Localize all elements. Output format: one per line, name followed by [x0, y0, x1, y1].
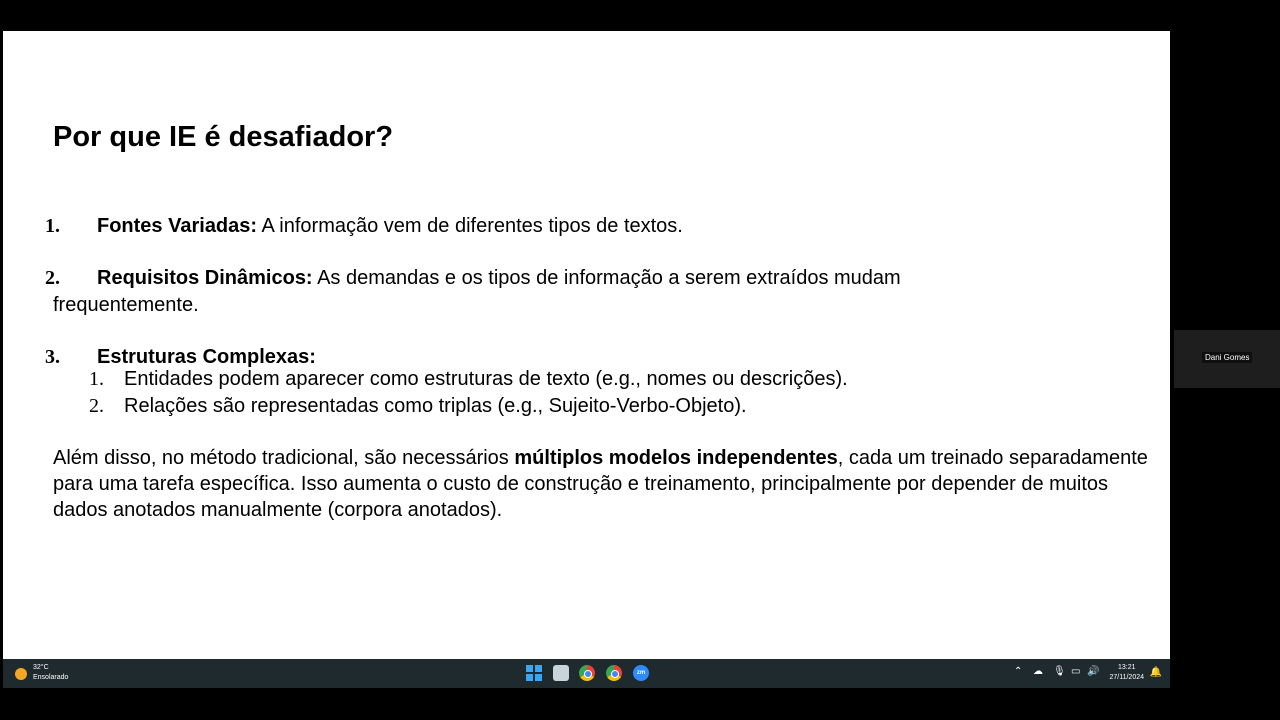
microphone-icon[interactable]: 🎙: [1053, 666, 1066, 677]
list-item-heading: Fontes Variadas:: [97, 215, 258, 237]
list-item-text: A informação vem de diferentes tipos de textos.: [257, 215, 683, 237]
notification-bell-icon[interactable]: 🔔: [1149, 667, 1162, 678]
paragraph-text-before: Além disso, no método tradicional, são necessários: [53, 447, 515, 469]
participant-name: Dani Gomes: [1202, 352, 1252, 363]
paragraph-emphasis: múltiplos modelos independentes: [514, 447, 838, 469]
cloud-icon[interactable]: ☁: [1033, 666, 1043, 677]
chevron-up-icon[interactable]: ⌃: [1014, 666, 1023, 677]
list-number: 2.: [45, 267, 60, 289]
sublist-number: 1.: [89, 368, 104, 390]
list-item-continuation: frequentemente.: [53, 294, 199, 316]
chrome-icon[interactable]: [579, 665, 595, 681]
list-item-1: [45, 213, 683, 240]
windows-taskbar: [3, 659, 1170, 688]
list-item-2: [45, 265, 901, 319]
list-number: 1.: [45, 215, 60, 237]
sublist-text: Relações são representadas como triplas (e.g., Sujeito-Verbo-Objeto).: [124, 395, 747, 417]
paragraph-text-after: , cada um treinado separadamente para uma tarefa específica. Isso aumenta o custo de construção e treinamento, principalmente por depender de muitos dados anotados manualmente (corpora anotados).: [53, 447, 1148, 521]
list-item-text: As demandas e os tipos de informação a serem extraídos mudam: [312, 267, 901, 289]
sublist-text: Entidades podem aparecer como estruturas de texto (e.g., nomes ou descrições).: [124, 368, 848, 390]
zoom-icon[interactable]: zm: [633, 665, 649, 681]
clock-date: 27/11/2024: [1109, 674, 1144, 681]
network-icon[interactable]: ▭: [1071, 666, 1081, 677]
sublist-item-2: [89, 393, 747, 420]
shared-screen: [3, 31, 1170, 688]
list-item-heading: Requisitos Dinâmicos:: [97, 267, 313, 289]
file-explorer-icon[interactable]: [553, 665, 569, 681]
sublist-item-1: [89, 366, 848, 393]
system-clock[interactable]: [1109, 663, 1144, 683]
windows-start-icon[interactable]: [526, 665, 542, 681]
list-item-heading: Estruturas Complexas:: [97, 346, 316, 368]
presentation-slide: [3, 31, 1170, 659]
chrome-profile-icon[interactable]: [606, 665, 622, 681]
sublist-number: 2.: [89, 395, 104, 417]
sun-icon: [15, 668, 27, 680]
volume-icon[interactable]: 🔊: [1087, 666, 1100, 677]
slide-paragraph: [53, 445, 1153, 523]
weather-condition: Ensolarado: [33, 674, 69, 681]
slide-title: Por que IE é desafiador?: [53, 121, 394, 153]
weather-temp: 32°C: [33, 664, 49, 671]
clock-time: 13:21: [1117, 664, 1136, 671]
participant-video-tile[interactable]: [1174, 330, 1280, 388]
list-number: 3.: [45, 346, 60, 368]
